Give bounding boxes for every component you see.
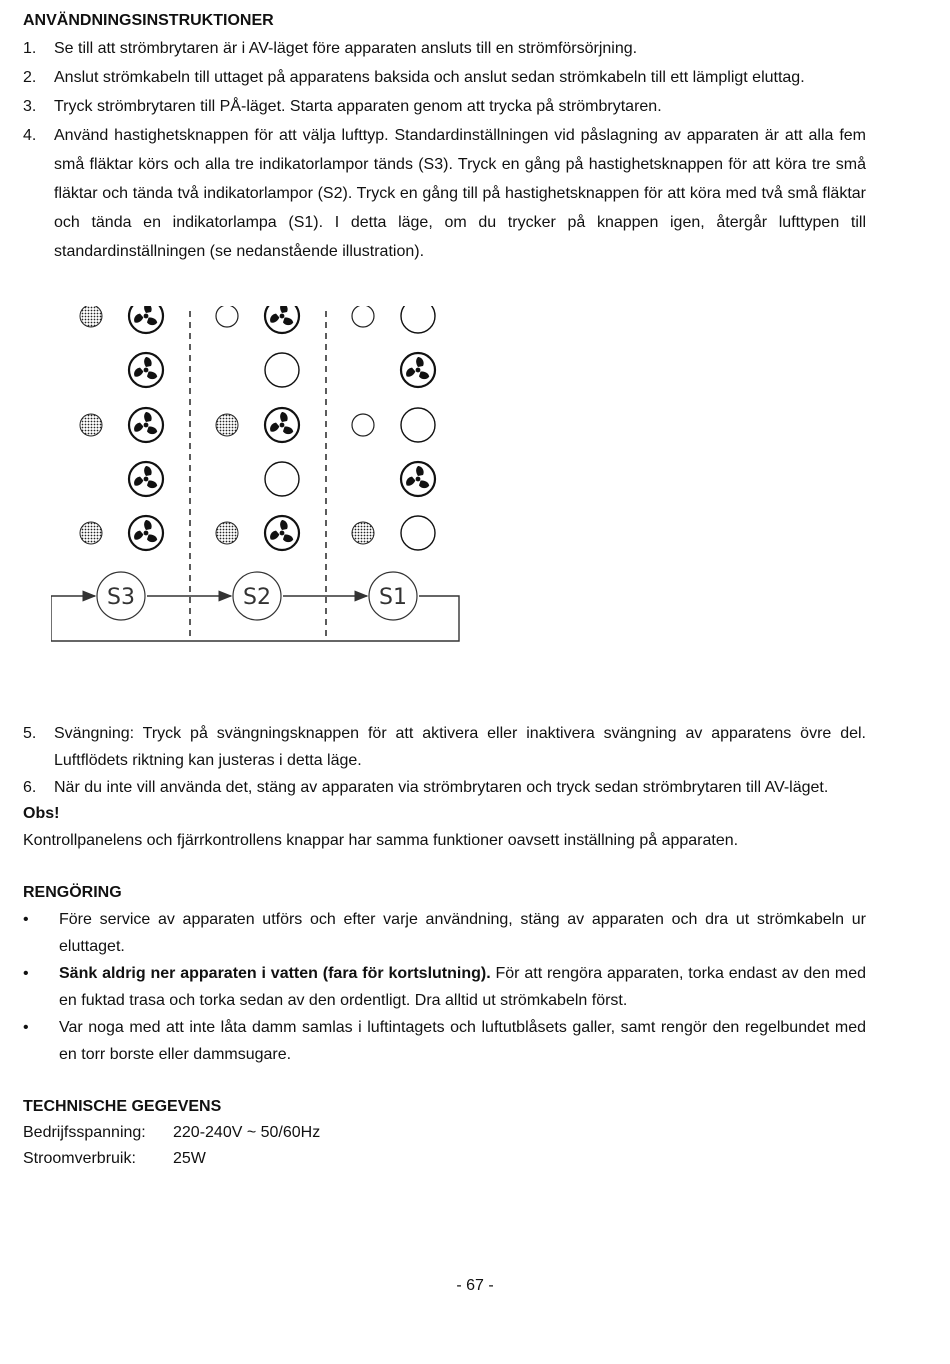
- bullet-plain-text: För att rengöra apparaten, torka endast av den med en fuktad trasa och torka sedan av den ordentligt. Dra alltid ut strömkabeln först.: [59, 965, 866, 1009]
- step-text: Använd hastighetsknappen för att välja lufttyp. Standardinställningen vid påslagning av apparaten är att alla fem små fläktar körs och alla tre indikatorlampor tänds (S3). Tryck en gång på hastighetsknappen för att köra tre små fläktar och tända två indikatorlampor (S2). Tryck en gång till på hastighetsknappen för att köra med två små fläktar och tända en indikatorlampa (S1). I detta läge, om du trycker på knappen igen, återgår lufttypen till standardinställningen (se nedanstående illustration).: [54, 127, 866, 260]
- indicator-lamp-on: [352, 522, 374, 544]
- cleaning-list: [23, 906, 866, 1068]
- fan-off-icon: [401, 516, 435, 550]
- fan-hub: [416, 477, 421, 482]
- manual-page: [23, 8, 866, 1172]
- usage-steps-list-continued: [23, 720, 866, 801]
- obs-text: Kontrollpanelens och fjärrkontrollens knappar har samma funktioner oavsett inställning på apparaten.: [23, 832, 739, 849]
- bullet: •: [23, 911, 29, 928]
- fan-hub: [280, 423, 285, 428]
- list-item: [23, 34, 866, 63]
- bullet-plain-text: Före service av apparaten utförs och efter varje användning, stäng av apparaten och dra ut strömkabeln ur eluttaget.: [59, 911, 866, 955]
- fan-off-icon: [265, 462, 299, 496]
- cleaning-heading: RENGÖRING: [23, 884, 122, 901]
- step-text: När du inte vill använda det, stäng av apparaten via strömbrytaren och tryck sedan strömbrytaren till AV-läget.: [54, 779, 829, 796]
- usage-heading: ANVÄNDNINGSINSTRUKTIONER: [23, 12, 274, 29]
- bullet-bold-text: Sänk aldrig ner apparaten i vatten (fara för kortslutning).: [59, 965, 491, 982]
- bullet-plain-text: Var noga med att inte låta damm samlas i luftintagets och luftutblåsets galler, samt rengör den regelbundet med en torr borste eller dammsugare.: [59, 1019, 866, 1063]
- indicator-lamp-on: [216, 414, 238, 436]
- step-number: 1.: [23, 40, 37, 57]
- step-number: 6.: [23, 779, 37, 796]
- fan-hub: [144, 423, 149, 428]
- step-number: 4.: [23, 127, 37, 144]
- indicator-lamp-on: [80, 414, 102, 436]
- indicator-lamp-off: [216, 306, 238, 327]
- fan-hub: [144, 531, 149, 536]
- bullet: •: [23, 1019, 29, 1036]
- indicator-lamp-on: [216, 522, 238, 544]
- step-number: 5.: [23, 725, 37, 742]
- fan-hub: [280, 531, 285, 536]
- spec-row: [23, 1146, 866, 1172]
- bullet-text: [59, 960, 866, 1014]
- spec-value: 25W: [173, 1150, 206, 1167]
- spec-value: 220-240V ~ 50/60Hz: [173, 1124, 321, 1141]
- fan-hub: [144, 477, 149, 482]
- fan-hub: [280, 314, 285, 319]
- bullet-text: [59, 906, 866, 960]
- list-item: [23, 121, 866, 266]
- list-item: [23, 774, 866, 801]
- fan-hub: [144, 314, 149, 319]
- list-item: [23, 1014, 866, 1068]
- step-text: Tryck strömbrytaren till PÅ-läget. Starta apparaten genom att trycka på strömbrytaren.: [54, 98, 662, 115]
- step-text: Se till att strömbrytaren är i AV-läget före apparaten ansluts till en strömförsörjning.: [54, 40, 638, 57]
- speed-mode-diagram: [51, 306, 471, 671]
- spec-label: Stroomverbruik:: [23, 1150, 136, 1167]
- list-item: [23, 92, 866, 121]
- mode-label: S2: [243, 585, 271, 610]
- indicator-lamp-on: [80, 306, 102, 327]
- fan-off-icon: [401, 408, 435, 442]
- fan-hub: [416, 368, 421, 373]
- spec-label: Bedrijfsspanning:: [23, 1124, 146, 1141]
- list-item: [23, 906, 866, 960]
- list-item: [23, 960, 866, 1014]
- bullet: •: [23, 965, 29, 982]
- speed-mode-illustration: [23, 280, 866, 720]
- fan-off-icon: [401, 306, 435, 333]
- fan-hub: [144, 368, 149, 373]
- step-text: Svängning: Tryck på svängningsknappen för att aktivera eller inaktivera svängning av apparatens övre del. Luftflödets riktning kan justeras i detta läge.: [54, 725, 866, 769]
- mode-label: S3: [107, 585, 135, 610]
- indicator-lamp-off: [352, 414, 374, 436]
- step-number: 2.: [23, 69, 37, 86]
- indicator-lamp-on: [80, 522, 102, 544]
- specs-heading: TECHNISCHE GEGEVENS: [23, 1098, 222, 1115]
- bullet-text: [59, 1014, 866, 1068]
- list-item: [23, 720, 866, 774]
- spec-row: [23, 1120, 866, 1146]
- step-text: Anslut strömkabeln till uttaget på apparatens baksida och anslut sedan strömkabeln till ett lämpligt eluttag.: [54, 69, 805, 86]
- step-number: 3.: [23, 98, 37, 115]
- fan-off-icon: [265, 353, 299, 387]
- usage-steps-list: [23, 34, 866, 266]
- list-item: [23, 63, 866, 92]
- page-number: - 67 -: [456, 1277, 494, 1294]
- mode-label: S1: [379, 585, 407, 610]
- obs-label: Obs!: [23, 805, 60, 822]
- indicator-lamp-off: [352, 306, 374, 327]
